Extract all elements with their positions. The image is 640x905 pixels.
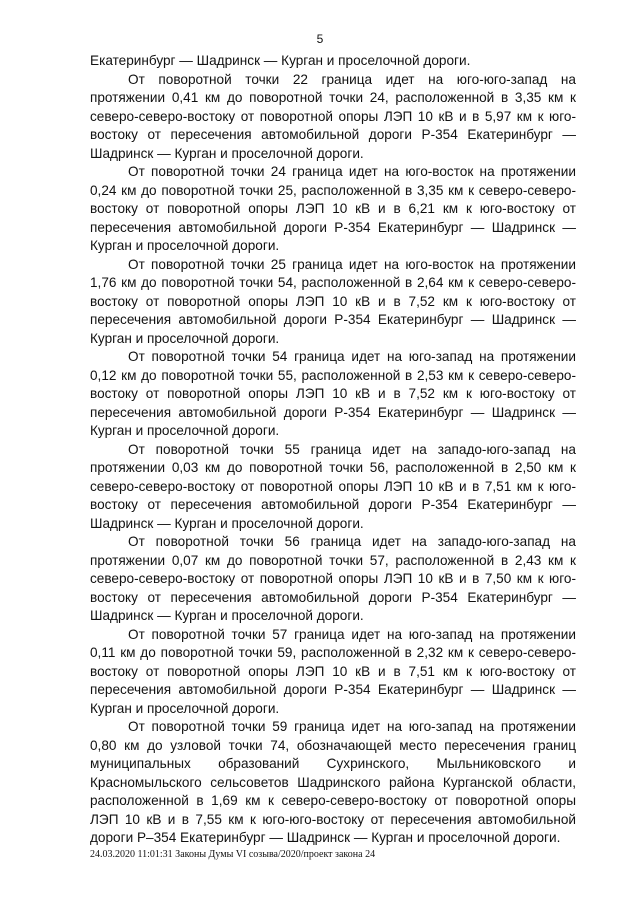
paragraph-point-59: От поворотной точки 59 граница идет на юго-запад на протяжении 0,80 км до узловой точки 74, обозначающей место пересечения границ муниципальных образований Сухринского, Мыльниковского и Красномыльского сельсоветов Шадринского района Курганской области, расположенной в 1,69 км к северо-северо-востоку от поворотной опоры ЛЭП 10 кВ и в 7,55 км к юго-юго-востоку от пересечения автомобильной дороги Р–354 Екатеринбург — Шадринск — Курган и проселочной дороги. bbox=[90, 719, 576, 845]
paragraph-point-56: От поворотной точки 56 граница идет на западо-юго-запад на протяжении 0,07 км до поворотной точки 57, расположенной в 2,43 км к северо-северо-востоку от поворотной опоры ЛЭП 10 кВ и в 7,50 км к юго-востоку от пересечения автомобильной дороги Р-354 Екатеринбург — Шадринск — Курган и проселочной дороги. bbox=[90, 534, 576, 623]
paragraph-point-24: От поворотной точки 24 граница идет на юго-восток на протяжении 0,24 км до поворотной точки 25, расположенной в 3,35 км к северо-северо-востоку от поворотной опоры ЛЭП 10 кВ и в 6,21 км к юго-востоку от пересечения автомобильной дороги Р-354 Екатеринбург — Шадринск — Курган и проселочной дороги. bbox=[90, 164, 576, 253]
paragraph-continuation: Екатеринбург — Шадринск — Курган и проселочной дороги. bbox=[90, 53, 471, 68]
document-body bbox=[90, 52, 576, 848]
paragraph-point-55: От поворотной точки 55 граница идет на западо-юго-запад на протяжении 0,03 км до поворотной точки 56, расположенной в 2,50 км к северо-северо-востоку от поворотной опоры ЛЭП 10 кВ и в 7,51 км к юго-востоку от пересечения автомобильной дороги Р-354 Екатеринбург — Шадринск — Курган и проселочной дороги. bbox=[90, 441, 576, 531]
document-footer: 24.03.2020 11:01:31 Законы Думы VI созыва/2020/проект закона 24 bbox=[90, 849, 376, 860]
paragraph-point-57: От поворотной точки 57 граница идет на юго-запад на протяжении 0,11 км до поворотной точки 59, расположенной в 2,32 км к северо-северо-востоку от поворотной опоры ЛЭП 10 кВ и в 7,51 км к юго-востоку от пересечения автомобильной дороги Р-354 Екатеринбург — Шадринск — Курган и проселочной дороги. bbox=[90, 626, 576, 716]
paragraph-point-25: От поворотной точки 25 граница идет на юго-восток на протяжении 1,76 км до поворотной точки 54, расположенной в 2,64 км к северо-северо-востоку от поворотной опоры ЛЭП 10 кВ и в 7,52 км к юго-востоку от пересечения автомобильной дороги Р-354 Екатеринбург — Шадринск — Курган и проселочной дороги. bbox=[90, 256, 576, 346]
paragraph-point-22: От поворотной точки 22 граница идет на юго-юго-запад на протяжении 0,41 км до поворотной точки 24, расположенной в 3,35 км к северо-северо-востоку от поворотной опоры ЛЭП 10 кВ и в 5,97 км к юго-востоку от пересечения автомобильной дороги Р-354 Екатеринбург — Шадринск — Курган и проселочной дороги. bbox=[90, 71, 576, 161]
paragraph-point-54: От поворотной точки 54 граница идет на юго-запад на протяжении 0,12 км до поворотной точки 55, расположенной в 2,53 км к северо-северо-востоку от поворотной опоры ЛЭП 10 кВ и в 7,52 км к юго-востоку от пересечения автомобильной дороги Р-354 Екатеринбург — Шадринск — Курган и проселочной дороги. bbox=[90, 349, 576, 438]
page-number: 5 bbox=[316, 32, 324, 46]
